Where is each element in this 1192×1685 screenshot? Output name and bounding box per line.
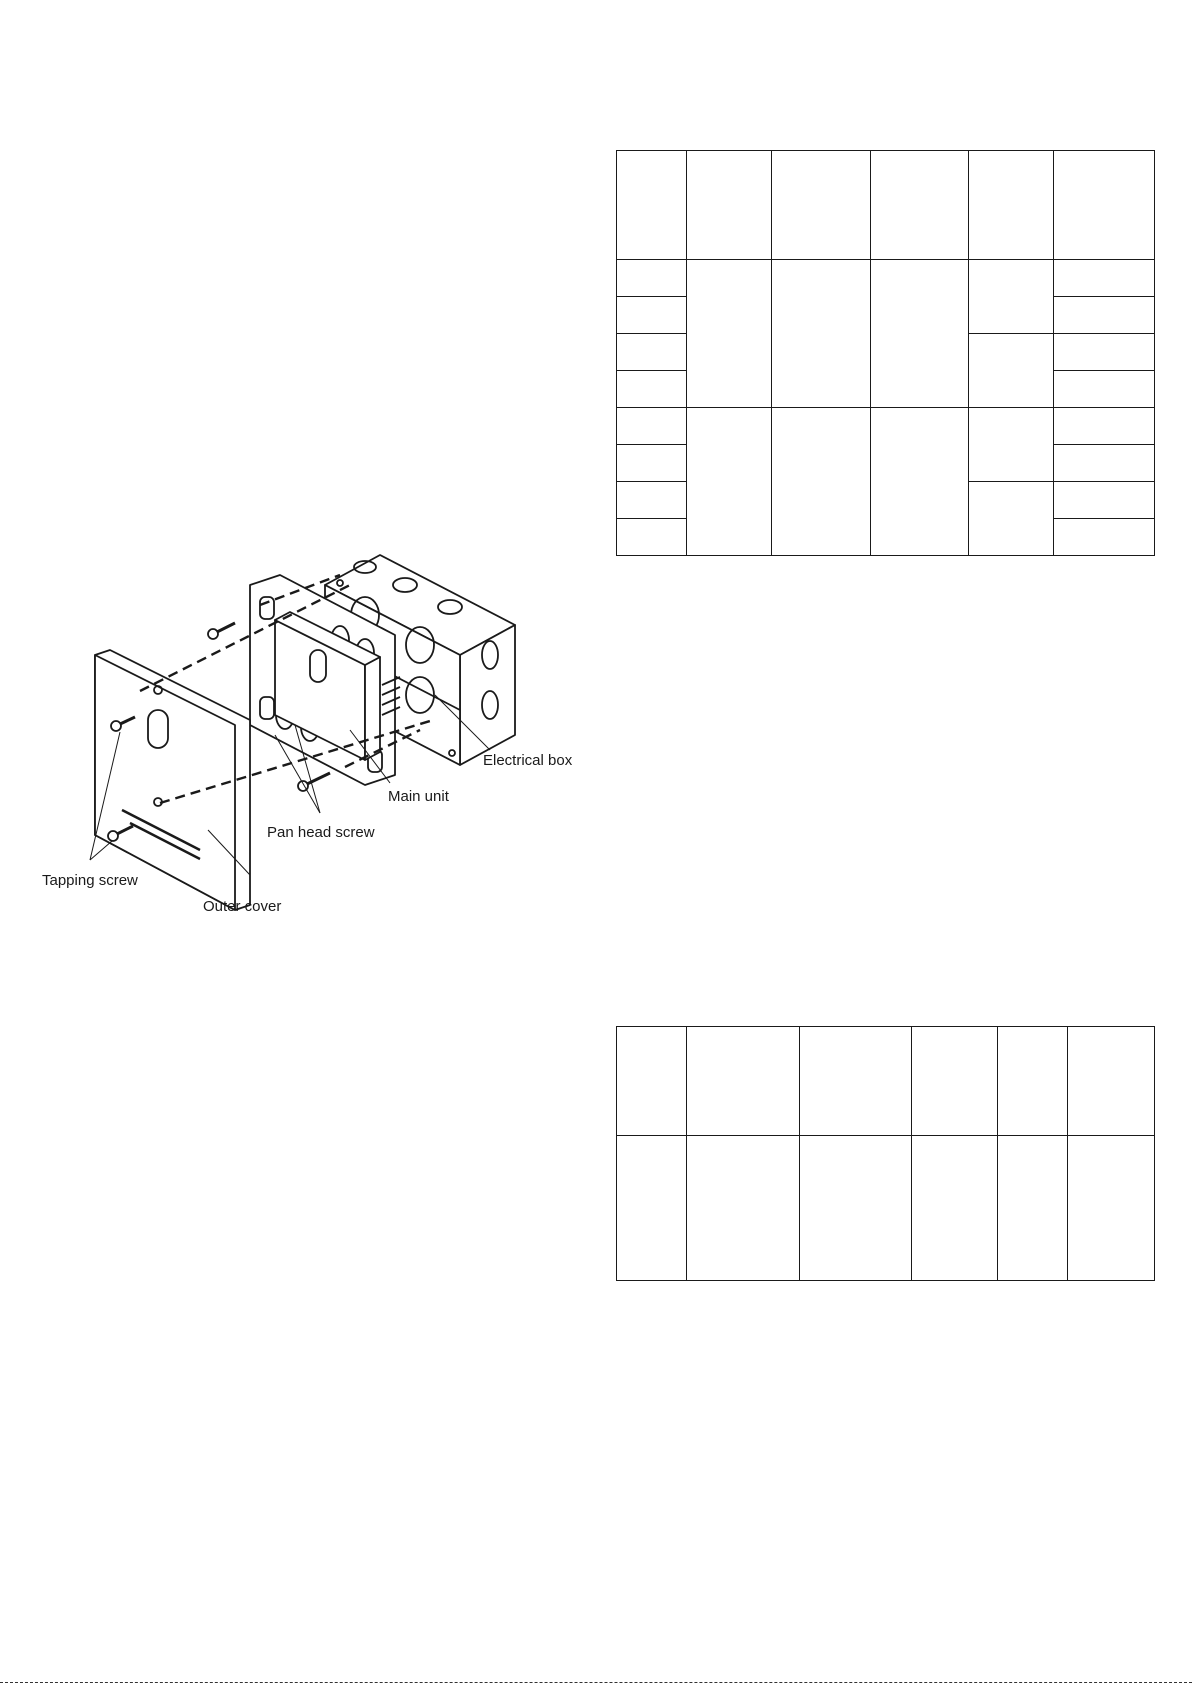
table-cell — [617, 519, 687, 556]
header-cell — [1054, 151, 1155, 260]
table-cell — [617, 260, 687, 297]
table-cell — [1054, 408, 1155, 445]
table-header-row — [617, 1027, 1155, 1136]
header-cell — [1068, 1027, 1155, 1136]
table-cell — [1054, 297, 1155, 334]
table-cell — [686, 260, 771, 408]
page-footer-divider — [0, 1682, 1192, 1683]
header-cell — [617, 1027, 687, 1136]
table-cell — [617, 371, 687, 408]
table-cell — [969, 408, 1054, 482]
header-cell — [686, 1027, 799, 1136]
installation-diagram — [20, 545, 580, 975]
table-cell — [998, 1136, 1068, 1281]
table-cell — [686, 1136, 799, 1281]
label-tapping-screw: Tapping screw — [42, 872, 138, 889]
label-pan-head-screw: Pan head screw — [267, 824, 375, 841]
header-cell — [912, 1027, 998, 1136]
table-cell — [617, 1136, 687, 1281]
header-cell — [969, 151, 1054, 260]
table-cell — [617, 297, 687, 334]
header-cell — [771, 151, 870, 260]
header-cell — [870, 151, 969, 260]
table-row — [617, 260, 1155, 297]
table-cell — [870, 260, 969, 408]
table-header-row — [617, 151, 1155, 260]
table-cell — [912, 1136, 998, 1281]
table-cell — [686, 408, 771, 556]
table-cell — [771, 408, 870, 556]
table-cell — [1054, 334, 1155, 371]
table-cell — [771, 260, 870, 408]
label-main-unit: Main unit — [388, 788, 449, 805]
table-cell — [1054, 482, 1155, 519]
table-cell — [1054, 445, 1155, 482]
table-cell — [1054, 260, 1155, 297]
table-cell — [617, 408, 687, 445]
table-row — [617, 1136, 1155, 1281]
table-cell — [617, 482, 687, 519]
table-cell — [870, 408, 969, 556]
table-cell — [1068, 1136, 1155, 1281]
table-cell — [969, 482, 1054, 556]
specification-table-1 — [616, 150, 1155, 556]
label-electrical-box: Electrical box — [483, 752, 573, 769]
table-row — [617, 408, 1155, 445]
header-cell — [617, 151, 687, 260]
table-cell — [799, 1136, 912, 1281]
outer-cover — [95, 650, 250, 910]
specification-table-2 — [616, 1026, 1155, 1281]
header-cell — [998, 1027, 1068, 1136]
label-outer-cover: Outer cover — [203, 898, 282, 915]
table-cell — [1054, 371, 1155, 408]
header-cell — [686, 151, 771, 260]
header-cell — [799, 1027, 912, 1136]
table-cell — [617, 334, 687, 371]
table-cell — [1054, 519, 1155, 556]
table-cell — [617, 445, 687, 482]
table-cell — [969, 260, 1054, 334]
table-cell — [969, 334, 1054, 408]
